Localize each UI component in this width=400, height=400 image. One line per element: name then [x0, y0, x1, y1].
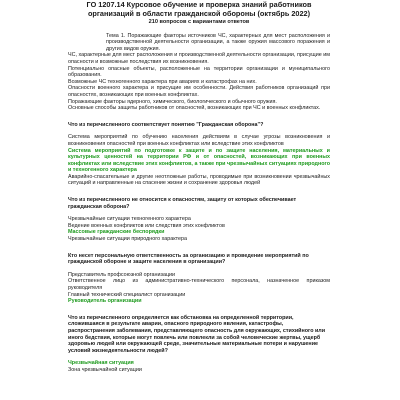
- answers-4: [68, 360, 330, 373]
- intro-paragraph: Поражающие факторы ядерного, химического, биологического и обычного оружия.: [68, 98, 277, 105]
- answer-option-correct: Руководитель организации: [68, 298, 142, 305]
- question-1: Что из перечисленного соответствует понятию "Гражданская оборона"?: [68, 121, 264, 128]
- answers-2: [68, 216, 330, 242]
- intro-paragraph: Основные способы защиты работников от опасностей, возникающих при ЧС и военных конфликтах.: [68, 105, 321, 112]
- question-2: Что из перечисленного не относится к опасностям, защиту от которых обеспечивает гражданская оборона?: [68, 197, 297, 210]
- answer-option: Ведение военных конфликтов или следствия этих конфликтов: [68, 222, 225, 229]
- answer-option: Система мероприятий по обучению населения действиям в случае угрозы возникновения и возникновения опасностей при военных конфликтах или вследствие этих конфликтов: [68, 134, 330, 147]
- answer-option-correct: Массовые гражданские беспорядки: [68, 229, 165, 236]
- answer-option-correct: Чрезвычайная ситуация: [68, 360, 134, 367]
- topic-heading: Тема 1. Поражающие факторы источников ЧС, характерных для мест расположения и производственной деятельности организации, а также оружия массового поражения и других видов оружия.: [106, 32, 330, 52]
- answer-option: Представитель профсоюзной организации: [68, 271, 176, 278]
- answer-option: Чрезвычайные ситуации техногенного характера: [68, 216, 191, 223]
- answer-option-correct: Система мероприятий по подготовке к защите и по защите населения, материальных и культурных ценностей на территории РФ и от опасностей, возникающих при военных конфликтах или вследствие этих конфликтов, а также при чрезвычайных ситуациях природного и техногенного характера: [68, 147, 330, 174]
- answer-option: Главный технический специалист организации: [68, 291, 186, 298]
- title-line-1: ГО 1207.14 Курсовое обучение и проверка знаний работников: [86, 0, 312, 9]
- answers-1: [68, 134, 330, 187]
- answer-option: Ответственное лицо из административно-технического персонала, назначенное приказом руководителя: [68, 278, 330, 291]
- document-subtitle: 210 вопросов с вариантами ответов: [148, 19, 250, 25]
- intro-paragraph: Потенциально опасные объекты, расположенные на территории организации и муниципального образования.: [68, 65, 330, 79]
- intro-paragraph: Опасности военного характера и присущие им особенности. Действия работников организаций при опасностях, возникающих при военных конфликтах.: [68, 85, 330, 98]
- question-4: Что из перечисленного определяется как обстановка на определенной территории, сложившаяся в результате аварии, опасного природного явления, катастрофы, распространения заболевания, представляющего опасность для окружающих, стихийного или иного бедствия, которые могут повлечь или повлекли за собой человеческие жертвы, ущерб здоровью людей или окружающей среде, значительные материальные потери и нарушение условий жизнедеятельности людей?: [68, 314, 326, 354]
- answer-option: Зона чрезвычайной ситуации: [68, 366, 142, 373]
- title-line-2: организаций в области гражданской обороны (октябрь 2022): [87, 8, 311, 18]
- document-title: [68, 0, 330, 18]
- topic-intro: [68, 52, 330, 111]
- intro-paragraph: Возможные ЧС техногенного характера при авариях и катастрофах на них.: [68, 78, 257, 85]
- answer-option: Чрезвычайные ситуации природного характера: [68, 236, 188, 243]
- answers-3: [68, 272, 330, 305]
- question-3: Кто несет персональную ответственность за организацию и проведение мероприятий по гражданской обороне и защите населения в организации?: [68, 252, 309, 266]
- answer-option: Аварийно-спасательные и другие неотложные работы, проводимые при возникновении чрезвычайных ситуаций и направленные на спасение жизни и сохранение здоровья людей: [68, 173, 330, 187]
- intro-paragraph: ЧС, характерные для мест расположения и производственной деятельности организации, присущие им опасности и возможные последствия их возникновения.: [68, 52, 330, 65]
